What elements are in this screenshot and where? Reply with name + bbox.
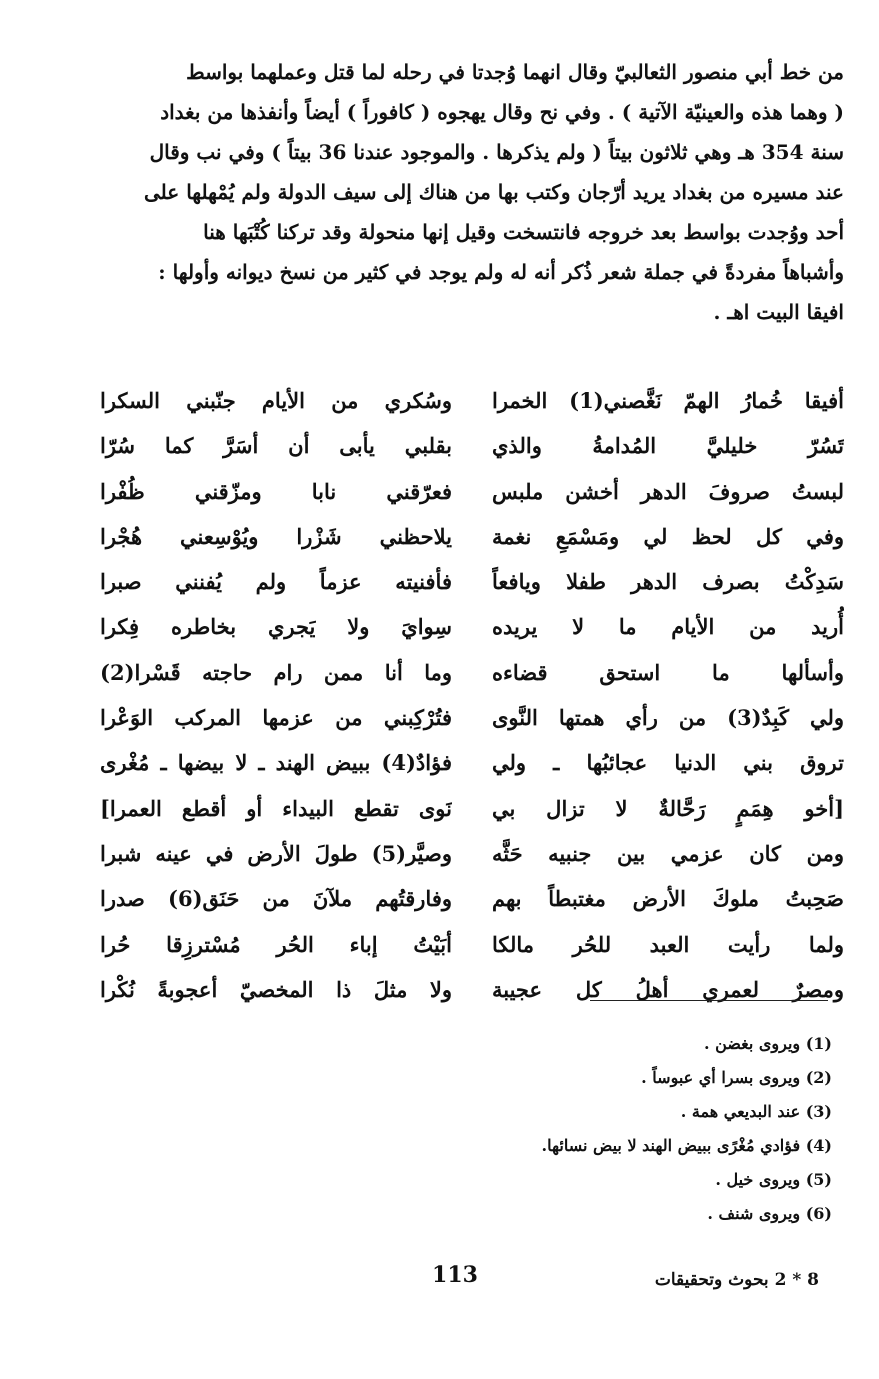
verse-hemistich: [أخو هِمَمٍ رَحَّالةٌ لا تزال بي: [492, 795, 844, 821]
verse-hemistich: سَدِكْتُ بصرف الدهر طفلا ويافعاً: [492, 569, 844, 595]
poem-second-hemistichs: [100, 378, 452, 1012]
verse-hemistich: صَحِبتُ ملوكَ الأرض مغتبطاً بهم: [492, 886, 844, 912]
verse-hemistich: وسُكري من الأيام جنّبني السكرا: [100, 388, 452, 413]
prose-line: وأشباهاً مفردةً في جملة شعر ذُكر أنه له ولم يوجد في كثير من نسخ ديوانه وأولها :: [158, 260, 844, 284]
verse-hemistich: ولا مثلَ ذا المخصيّ أعجوبةً نُكْرا: [100, 976, 452, 1002]
verse-hemistich: فأفنيته عزماً ولم يُفنني صبرا: [100, 569, 452, 595]
intro-paragraph: [100, 52, 844, 332]
printer-signature: 8 * 2 بحوث وتحقيقات: [654, 1270, 819, 1290]
verse-hemistich: وفي كل لحظ لي ومَسْمَعِ نغمة: [492, 523, 844, 549]
prose-line: افيقا البيت اهـ .: [713, 300, 844, 324]
prose-line: من خط أبي منصور الثعالبيّ وقال انهما وُجدتا في رحله لما قتل وعملهما بواسط: [186, 60, 844, 84]
verse-hemistich: ولما رأيت العبد للحُر مالكا: [492, 931, 844, 957]
footnote: (2) ويروى بسرا أي عبوساً .: [641, 1068, 832, 1087]
verse-hemistich: يلاحظني شَزْرا ويُوْسِعني هُجْرا: [100, 523, 452, 549]
footnote: (5) ويروى خيل .: [715, 1170, 832, 1189]
verse-hemistich: تروق بني الدنيا عجائبُها ـ ولي: [492, 750, 844, 776]
footnote-divider: [590, 1000, 828, 1001]
footnote: (3) عند البديعي همة .: [680, 1102, 832, 1121]
page-number: 113: [432, 1262, 478, 1288]
poem: [100, 378, 844, 1002]
verse-hemistich: أُريد من الأيام ما لا يريده: [492, 614, 844, 640]
prose-line: أحد ووُجدت بواسط بعد خروجه فانتسخت وقيل إنها منحولة وقد تركنا كُتْبَها هنا: [203, 220, 844, 244]
verse-hemistich: نَوى تقطع البيداء أو أقطع العمرا]: [100, 795, 452, 821]
verse-hemistich: بقلبي يأبى أن أسَرَّ كما سُرّا: [100, 433, 452, 459]
footnote: (1) ويروى بغضن .: [703, 1034, 832, 1053]
footnotes: [412, 1027, 832, 1231]
verse-hemistich: وصيَّر(5) طولَ الأرض في عينه شبرا: [100, 840, 452, 866]
verse-hemistich: لبستُ صروفَ الدهر أخشن ملبس: [492, 478, 844, 504]
verse-hemistich: أبَيْتُ إباء الحُر مُسْترزِقا حُرا: [100, 931, 452, 957]
verse-hemistich: تَسُرّ خليليَّ المُدامةُ والذي: [492, 433, 844, 459]
footnote: (6) ويروى شنف .: [707, 1204, 832, 1223]
poem-first-hemistichs: [492, 378, 844, 1012]
verse-hemistich: وفارقتُهم ملآنَ من حَنَق(6) صدرا: [100, 886, 452, 912]
verse-hemistich: ومن كان عزمي بين جنبيه حَثَّه: [492, 840, 844, 866]
prose-line: سنة 354 هـ وهي ثلاثون بيتاً ( ولم يذكرها . والموجود عندنا 36 بيتاً ) وفي نب وقال: [149, 140, 844, 164]
verse-hemistich: فؤادٌ(4) ببيض الهند ـ لا بيضها ـ مُغْرى: [100, 750, 452, 776]
verse-hemistich: ولي كَبِدٌ(3) من رأي همتها النَّوى: [492, 705, 844, 731]
verse-hemistich: فتُرْكِبني من عزمها المركب الوَعْرا: [100, 705, 452, 731]
verse-hemistich: وما أنا ممن رام حاجته قَسْرا(2): [100, 659, 452, 685]
prose-line: عند مسيره من بغداد يريد أرّجان وكتب بها من هناك إلى سيف الدولة ولم يُمْهلها على: [144, 180, 844, 204]
verse-hemistich: وأسألها ما استحق قضاءه: [492, 659, 844, 685]
verse-hemistich: ومصرٌ لعمري أهلُ كل عجيبة: [492, 976, 844, 1002]
footnote: (4) فؤادي مُغْرًى ببيض الهند لا بيض نسائها.: [541, 1136, 832, 1155]
prose-line: ( وهما هذه والعينيّة الآتية ) . وفي نح وقال يهجوه ( كافوراً ) أيضاً وأنفذها من بغداد: [160, 100, 844, 124]
verse-hemistich: أفيقا خُمارُ الهمّ نَغَّصني(1) الخمرا: [492, 388, 844, 413]
verse-hemistich: فعرّقني نابا ومزّقني ظُفْرا: [100, 478, 452, 504]
verse-hemistich: سِوايَ ولا يَجري بخاطره فِكرا: [100, 614, 452, 640]
